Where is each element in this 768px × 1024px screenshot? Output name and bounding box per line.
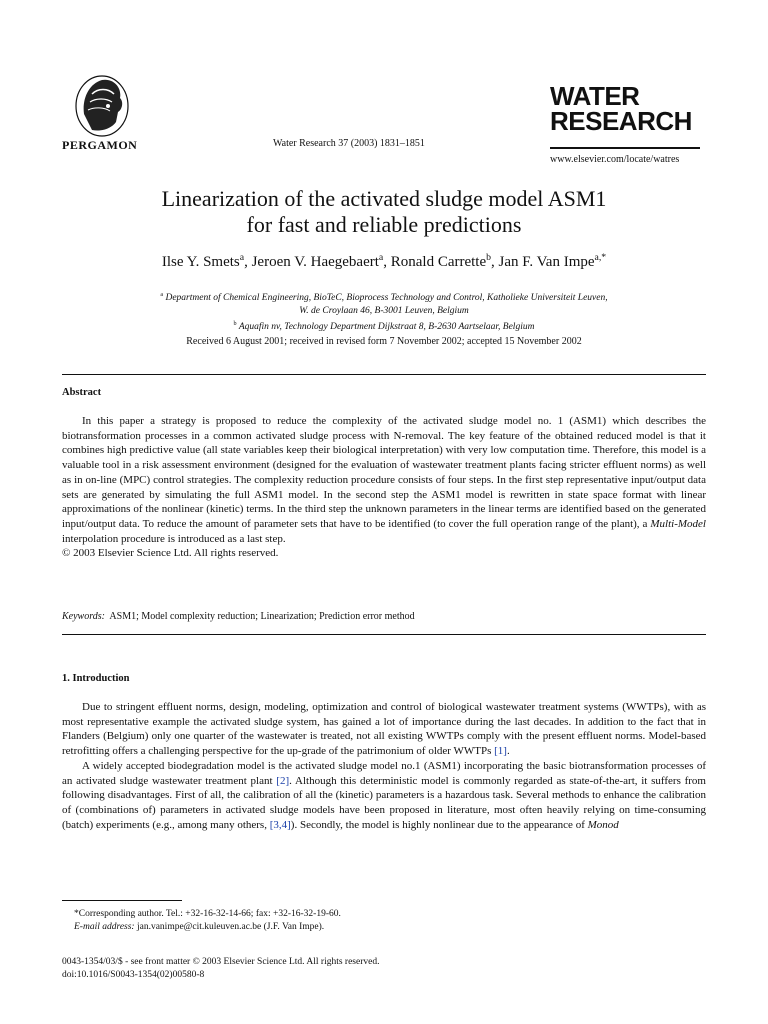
keywords [62, 611, 415, 622]
keywords-label: Keywords: [62, 611, 105, 622]
introduction-body [62, 700, 706, 832]
abstract-copyright: © 2003 Elsevier Science Ltd. All rights reserved. [62, 547, 279, 560]
journal-logo-line1: WATER [550, 81, 640, 111]
footnotes [62, 908, 341, 934]
issn-line: 0043-1354/03/$ - see front matter © 2003 Elsevier Science Ltd. All rights reserved. [62, 957, 380, 967]
citation-link[interactable]: [1] [494, 745, 507, 758]
author-name: Jeroen V. Haegebaert [251, 254, 379, 270]
author-affiliation-mark: a [378, 252, 384, 263]
abstract-emphasis: Multi-Model [650, 517, 706, 530]
abstract-body [62, 414, 706, 561]
author-affiliation-mark: a [239, 252, 245, 263]
journal-citation: Water Research 37 (2003) 1831–1851 [273, 138, 425, 149]
author-affiliation-mark: a,* [594, 252, 607, 263]
publisher-name: PERGAMON [62, 138, 138, 152]
article-title-line1: Linearization of the activated sludge model ASM1 [161, 186, 607, 211]
abstract-heading: Abstract [62, 387, 102, 398]
affiliations [0, 289, 768, 334]
abstract-paragraph [62, 414, 706, 546]
intro-text: . [506, 745, 510, 758]
corresponding-author-note: *Corresponding author. Tel.: +32-16-32-14-66; fax: +32-16-32-19-60. [74, 909, 341, 919]
affiliation-mark: a [160, 292, 164, 298]
article-title [0, 186, 768, 238]
author-affiliation-mark: b [486, 252, 491, 263]
article-title-line2: for fast and reliable predictions [246, 212, 522, 237]
affiliation-b [0, 318, 768, 334]
doi-line[interactable]: doi:10.1016/S0043-1354(02)00580-8 [62, 970, 205, 980]
journal-divider [550, 147, 700, 149]
intro-paragraph-1 [62, 700, 706, 759]
journal-url-link[interactable]: www.elsevier.com/locate/watres [550, 154, 680, 165]
received-dates: Received 6 August 2001; received in revised form 7 November 2002; accepted 15 November 2002 [186, 336, 582, 347]
email-address[interactable]: jan.vanimpe@cit.kuleuven.ac.be (J.F. Van Impe). [134, 922, 325, 932]
author-name: Jan F. Van Impe [498, 254, 595, 270]
publisher-logo-emblem [62, 70, 142, 138]
journal-logo-line2: RESEARCH [550, 106, 692, 136]
citation-link[interactable]: [2] [276, 774, 290, 787]
keywords-value: ASM1; Model complexity reduction; Linearization; Prediction error method [109, 611, 415, 622]
footnote-rule [62, 900, 182, 901]
intro-emphasis: Monod [587, 818, 619, 831]
affiliation-b-text: Aquafin nv, Technology Department Dijkstraat 8, B-2630 Aartselaar, Belgium [238, 322, 535, 333]
affiliation-a-line2: W. de Croylaan 46, B-3001 Leuven, Belgium [299, 306, 469, 317]
author-name: Ronald Carrette [390, 254, 487, 270]
journal-logo [550, 81, 692, 136]
abstract-top-rule [62, 374, 706, 375]
section-heading-introduction: 1. Introduction [62, 673, 130, 684]
author-name: Ilse Y. Smets [161, 254, 240, 270]
intro-text: Due to stringent effluent norms, design, modeling, optimization and control of biological wastewater treatment systems (WWTPs), with as most representative example the activated sludge system, has gained a lot of importance during the last decades. In addition to the fact that in Flanders (Belgium) only one quarter of the wastewater is treated, not all existing WWTPs comply with the present effluent norms. Model-based retrofitting offers a challenging perspective for the up-grade of the patrimonium of older WWTPs [62, 701, 706, 758]
abstract-text-end: interpolation procedure is introduced as a last step. [62, 532, 286, 545]
author-separator: , [383, 254, 391, 270]
email-label: E-mail address: [74, 922, 135, 932]
abstract-text: In this paper a strategy is proposed to reduce the complexity of the activated sludge model no. 1 (ASM1) which describes the biotransformation processes in a common activated sludge process with N-removal. The key feature of the obtained reduced model is that it combines high predictive value (all state variables keep their biological interpretation) with very low computation time. Therefore, this model is a valuable tool in a risk assessment environment (designed for the evaluation of wastewater treatment plants facing stricter effluent norms) as well as in on-line (MPC) control strategies. The complexity reduction procedure consists of four steps. In the first step representative input/output data sets are generated by simulating the full ASM1 model. In the second step the ASM1 model is rewritten in state space format with linear approximations of the nonlinear (kinetic) terms. In the third step the unknown parameters in the linear terms are identified based on the generated input/output data. To reduce the amount of parameter sets that have to be identified (to cover the full operation range of the plant), a [62, 415, 706, 530]
intro-paragraph-2 [62, 759, 706, 833]
affiliation-a [0, 289, 768, 305]
author-separator: , [244, 254, 252, 270]
intro-text: . Although this deterministic model is commonly regarded as state-of-the-art, it suffers from following disadvantages. First of all, the calibration of all the (kinetic) parameters is a hazardous task. Several methods to enhance the calibration of (combinations of) parameters in activated sludge models have been proposed in literature, most often heavily relying on time-consuming (batch) experiments (e.g., among many others, [62, 774, 706, 831]
front-matter-info [62, 956, 379, 982]
affiliation-a-line1: Department of Chemical Engineering, BioTeC, Bioprocess Technology and Control, Katholieke Universiteit Leuven, [165, 293, 608, 304]
email-note [62, 921, 341, 934]
intro-text: A widely accepted biodegradation model is the activated sludge model no.1 (ASM1) incorporating the basic biotransformation processes of an activated sludge wastewater treatment plant [62, 759, 706, 787]
intro-text: ). Secondly, the model is highly nonlinear due to the appearance of [290, 818, 588, 831]
abstract-bottom-rule [62, 634, 706, 635]
author-list [0, 252, 768, 271]
affiliation-mark: b [233, 321, 237, 328]
citation-link[interactable]: [3,4] [269, 818, 291, 831]
author-separator: , [491, 254, 499, 270]
